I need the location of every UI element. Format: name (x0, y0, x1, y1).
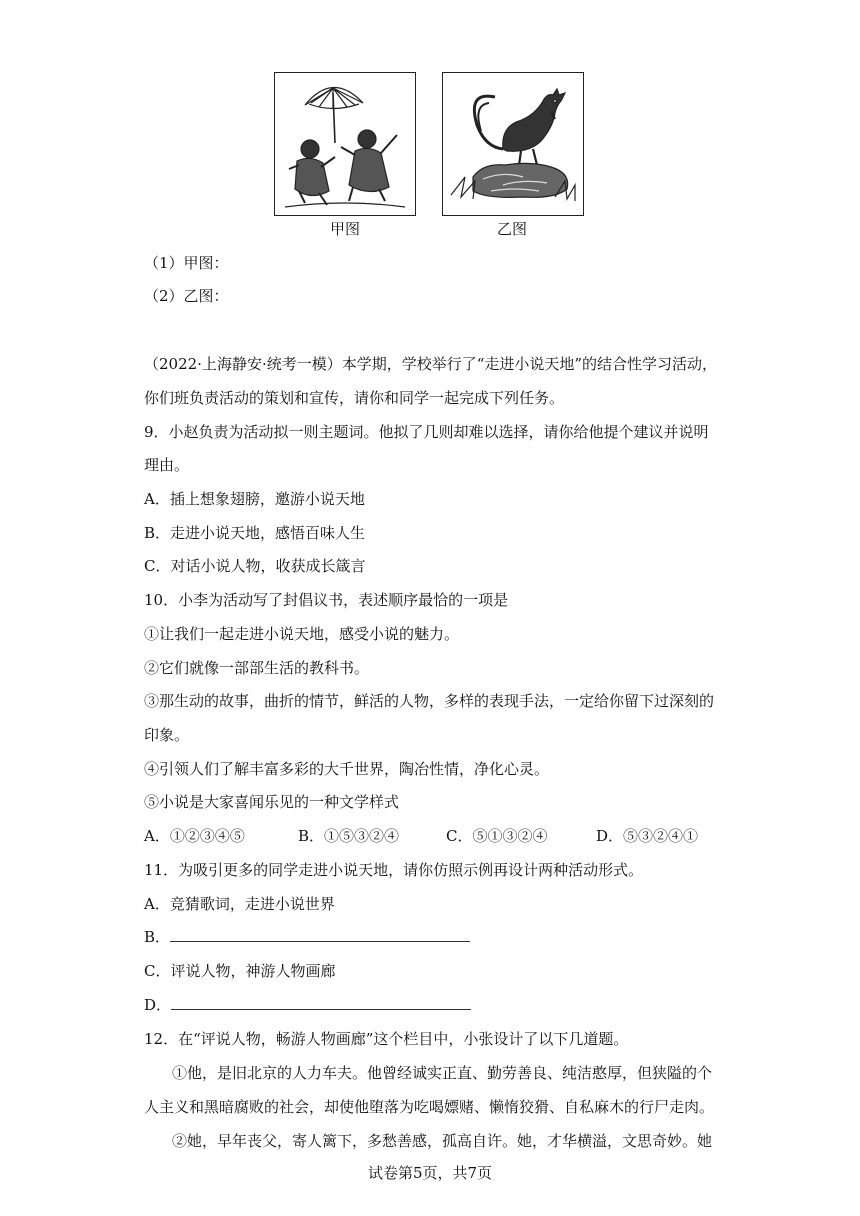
figure-yi (442, 72, 584, 216)
rooster-on-rock-woodcut-icon (443, 73, 583, 215)
question-11-blank-d (144, 995, 471, 1015)
question-12-passage-2: ②她，早年丧父，寄人篱下，多愁善感，孤高自许。她，才华横溢，文思奇妙。她 (172, 1132, 713, 1150)
question-9-option-a: A．插上想象翅膀，邀游小说天地 (144, 490, 365, 508)
page-footer: 试卷第5页，共7页 (367, 1164, 493, 1182)
question-11-stem: 11．为吸引更多的同学走进小说天地，请你仿照示例再设计两种活动形式。 (144, 861, 644, 879)
question-9-option-c: C．对话小说人物，收获成长箴言 (144, 557, 366, 575)
question-10-option-a: A．①②③④⑤ (144, 827, 245, 845)
figure-yi-caption: 乙图 (496, 220, 527, 238)
question-9-stem: 9．小赵负责为活动拟一则主题词。他拟了几则却难以选择，请你给他提个建议并说明 (144, 423, 709, 441)
figure-jia (274, 72, 416, 216)
umbrella-children-woodcut-icon (275, 73, 415, 215)
question-9-stem-cont: 理由。 (144, 456, 190, 474)
question-10-sentence-3-cont: 印象。 (144, 726, 190, 744)
answer-yi-label: （2）乙图： (144, 287, 229, 305)
answer-blank-line[interactable] (171, 997, 471, 1010)
question-10-sentence-4: ④引领人们了解丰富多彩的大千世界，陶冶性情，净化心灵。 (144, 760, 550, 778)
question-10-sentence-1: ①让我们一起走进小说天地，感受小说的魅力。 (144, 625, 460, 643)
answer-jia-label: （1）甲图： (144, 254, 229, 272)
question-12-stem: 12．在“评说人物，畅游人物画廊”这个栏目中，小张设计了以下几道题。 (144, 1030, 629, 1048)
question-10-sentence-2: ②它们就像一部部生活的教科书。 (144, 659, 370, 677)
figure-jia-caption: 甲图 (329, 220, 360, 238)
question-10-option-c: C．⑤①③②④ (446, 827, 548, 845)
question-9-option-b: B．走进小说天地，感悟百味人生 (144, 524, 366, 542)
question-10-option-b: B．①⑤③②④ (298, 827, 400, 845)
question-11-blank-b-label: B． (144, 928, 171, 946)
answer-blank-line[interactable] (170, 929, 470, 942)
question-10-sentence-5: ⑤小说是大家喜闻乐见的一种文学样式 (144, 793, 400, 811)
question-12-passage-1-cont: 人主义和黑暗腐败的社会，却使他堕落为吃喝嫖赌、懒惰狡猾、自私麻木的行尸走肉。 (144, 1098, 715, 1116)
question-12-passage-1: ①他，是旧北京的人力车夫。他曾经诚实正直、勤劳善良、纯洁憨厚，但狭隘的个 (172, 1064, 713, 1082)
intro-line: （2022·上海静安·统考一模）本学期，学校举行了“走进小说天地”的结合性学习活动， (144, 355, 718, 373)
question-11-example-c: C．评说人物，神游人物画廊 (144, 962, 336, 980)
intro-line: 你们班负责活动的策划和宣传，请你和同学一起完成下列任务。 (144, 389, 565, 407)
question-11-example-a: A．竞猜歌词，走进小说世界 (144, 895, 335, 913)
question-10-stem: 10．小李为活动写了封倡议书，表述顺序最恰的一项是 (144, 591, 509, 609)
question-10-option-d: D．⑤③②④① (596, 827, 699, 845)
question-11-blank-b (144, 927, 470, 947)
question-10-options (144, 826, 698, 846)
question-10-sentence-3: ③那生动的故事，曲折的情节，鲜活的人物，多样的表现手法，一定给你留下过深刻的 (144, 692, 715, 710)
question-11-blank-d-label: D． (144, 996, 172, 1014)
